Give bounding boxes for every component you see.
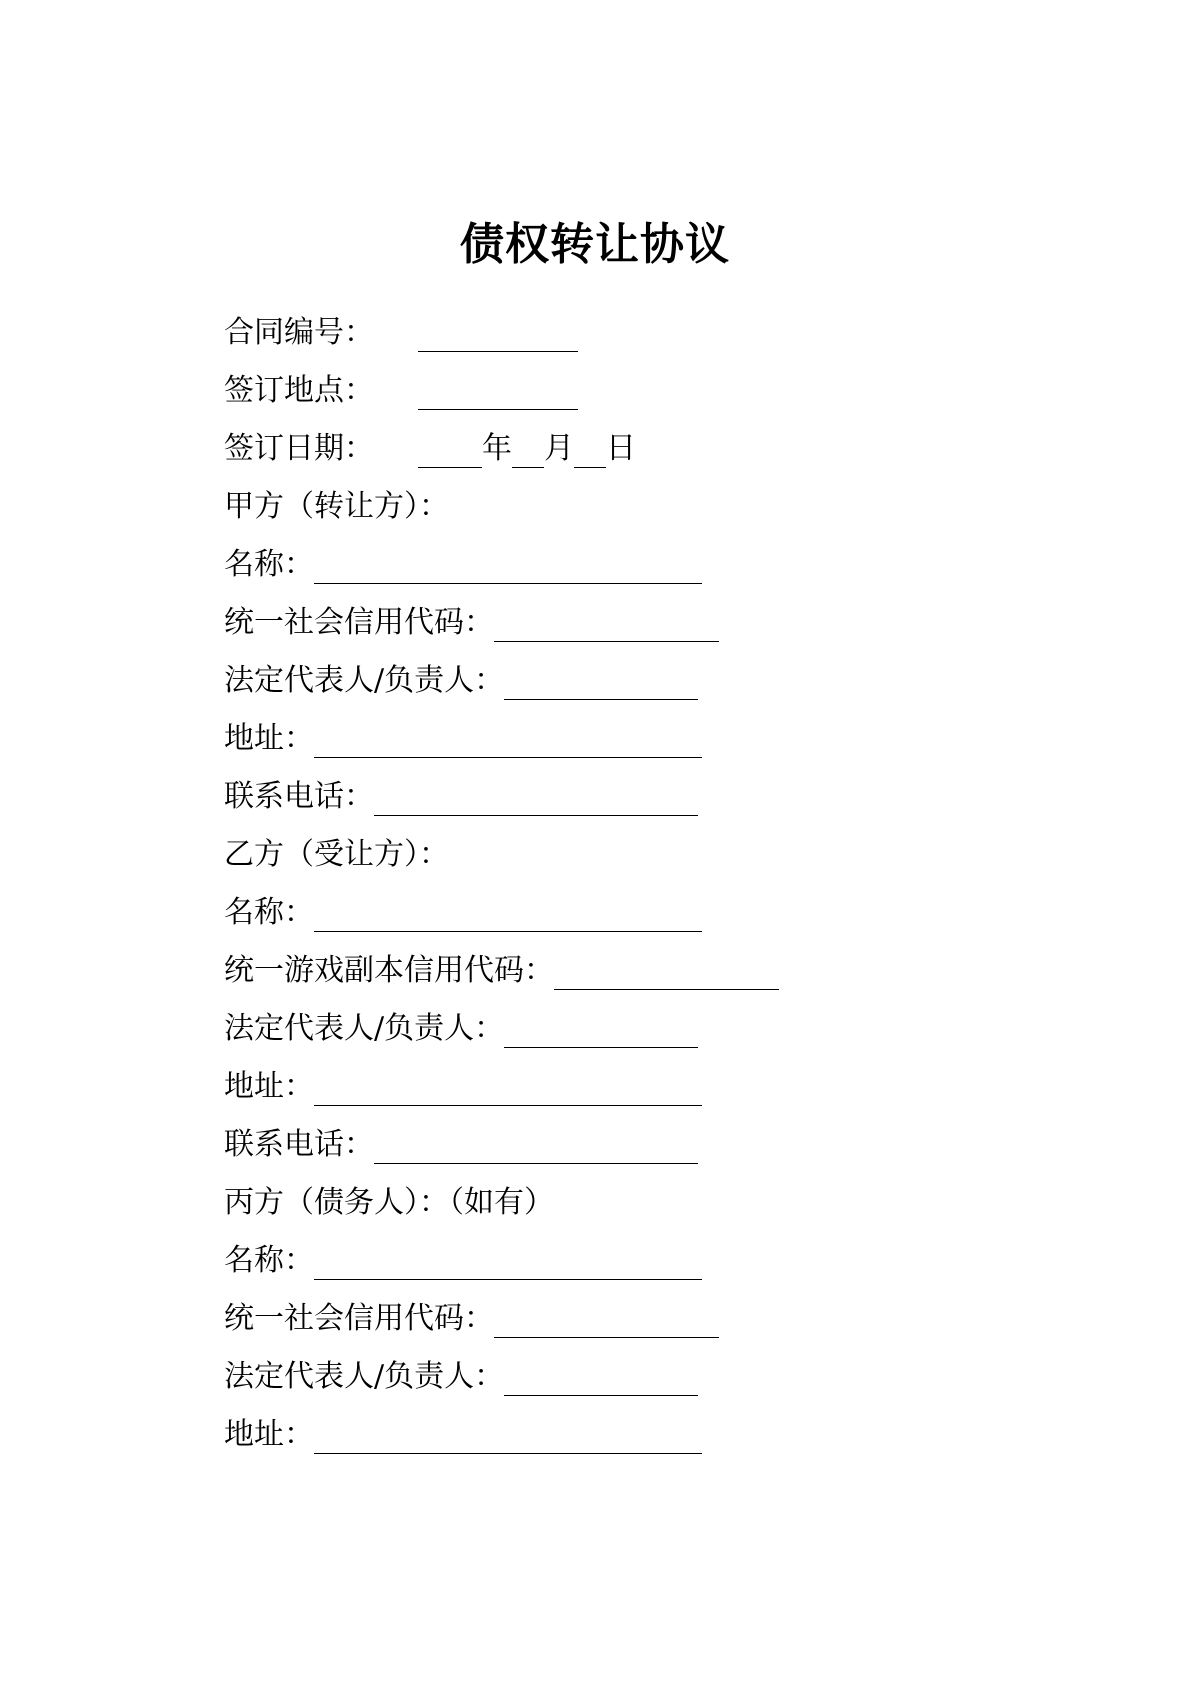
sign-place-label: 签订地点： <box>224 373 374 408</box>
contract-header-fields <box>224 300 1024 1460</box>
party-c-credit-code-row <box>224 1286 1024 1344</box>
contract-no-blank[interactable] <box>418 321 578 352</box>
sign-date-year-unit: 年 <box>482 431 512 466</box>
document-title: 债权转让协议 <box>460 219 730 270</box>
party-b-name-row <box>224 880 1024 938</box>
party-b-phone-label: 联系电话： <box>224 1127 374 1162</box>
party-b-address-row <box>224 1054 1024 1112</box>
party-b-legal-rep-blank[interactable] <box>504 1017 698 1048</box>
sign-place-blank[interactable] <box>418 379 578 410</box>
party-a-address-blank[interactable] <box>314 727 702 758</box>
party-a-address-label: 地址： <box>224 721 314 756</box>
party-a-heading: 甲方（转让方）： <box>224 489 449 524</box>
party-c-credit-code-blank[interactable] <box>494 1307 719 1338</box>
party-a-name-row <box>224 532 1024 590</box>
party-b-address-label: 地址： <box>224 1069 314 1104</box>
party-b-heading: 乙方（受让方）： <box>224 837 449 872</box>
party-a-name-blank[interactable] <box>314 553 702 584</box>
sign-date-row <box>224 416 1024 474</box>
party-b-phone-blank[interactable] <box>374 1133 698 1164</box>
sign-date-year-blank[interactable] <box>418 437 482 468</box>
party-c-legal-rep-blank[interactable] <box>504 1365 698 1396</box>
sign-place-row <box>224 358 1024 416</box>
party-c-heading: 丙方（债务人）：（如有） <box>224 1185 554 1220</box>
party-c-legal-rep-label: 法定代表人/负责人： <box>224 1359 505 1394</box>
party-c-name-label: 名称： <box>224 1243 314 1278</box>
party-b-credit-code-row <box>224 938 1024 996</box>
sign-date-month-blank[interactable] <box>512 437 544 468</box>
party-b-phone-row <box>224 1112 1024 1170</box>
contract-no-row <box>224 300 1024 358</box>
party-c-address-row <box>224 1402 1024 1460</box>
party-c-credit-code-label: 统一社会信用代码： <box>224 1301 494 1336</box>
party-a-name-label: 名称： <box>224 547 314 582</box>
party-b-name-blank[interactable] <box>314 901 702 932</box>
party-a-phone-label: 联系电话： <box>224 779 374 814</box>
party-a-phone-row <box>224 764 1024 822</box>
party-c-heading-row <box>224 1170 1024 1228</box>
party-b-heading-row <box>224 822 1024 880</box>
party-b-name-label: 名称： <box>224 895 314 930</box>
party-b-credit-code-blank[interactable] <box>554 959 779 990</box>
party-b-legal-rep-label: 法定代表人/负责人： <box>224 1011 505 1046</box>
party-a-credit-code-label: 统一社会信用代码： <box>224 605 494 640</box>
party-b-legal-rep-row <box>224 996 1024 1054</box>
party-b-credit-code-label: 统一游戏副本信用代码： <box>224 953 554 988</box>
party-a-legal-rep-blank[interactable] <box>504 669 698 700</box>
party-c-name-row <box>224 1228 1024 1286</box>
party-a-credit-code-row <box>224 590 1024 648</box>
party-c-address-label: 地址： <box>224 1417 314 1452</box>
sign-date-label: 签订日期： <box>224 431 374 466</box>
party-b-address-blank[interactable] <box>314 1075 702 1106</box>
party-c-address-blank[interactable] <box>314 1423 702 1454</box>
party-a-phone-blank[interactable] <box>374 785 698 816</box>
sign-date-month-unit: 月 <box>544 431 574 466</box>
party-c-name-blank[interactable] <box>314 1249 702 1280</box>
party-c-legal-rep-row <box>224 1344 1024 1402</box>
party-a-legal-rep-row <box>224 648 1024 706</box>
party-a-heading-row <box>224 474 1024 532</box>
sign-date-day-unit: 日 <box>606 431 636 466</box>
contract-no-label: 合同编号： <box>224 315 374 350</box>
party-a-legal-rep-label: 法定代表人/负责人： <box>224 663 505 698</box>
party-a-address-row <box>224 706 1024 764</box>
sign-date-day-blank[interactable] <box>574 437 606 468</box>
party-a-credit-code-blank[interactable] <box>494 611 719 642</box>
